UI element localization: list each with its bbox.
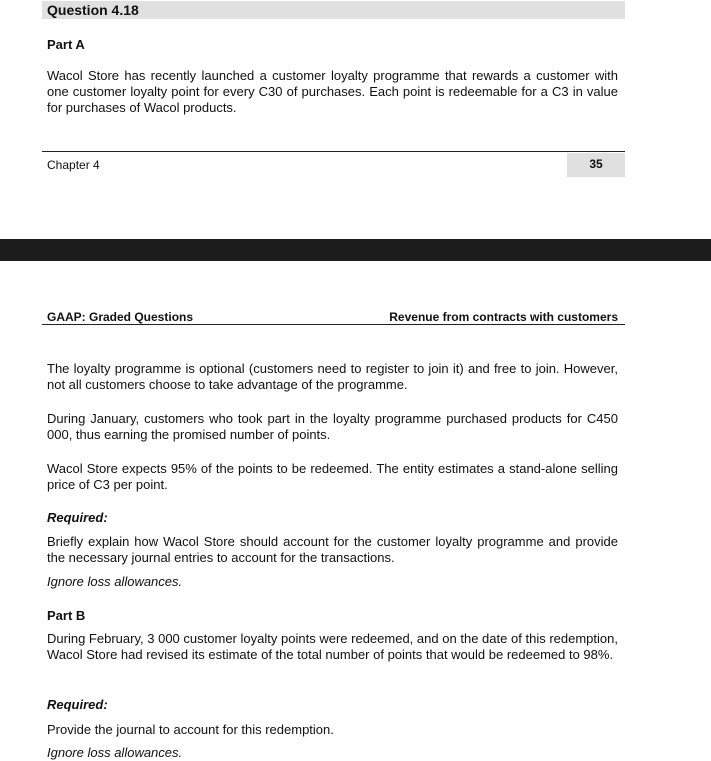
footer-divider bbox=[42, 151, 625, 152]
paragraph-january-purchases: During January, customers who took part in the loyalty programme purchased products for C450 000, thus earning the promised number of points. bbox=[47, 411, 618, 442]
paragraph-loyalty-optional: The loyalty programme is optional (customers need to register to join it) and free to join. However, not all customers choose to take advantage of the programme. bbox=[47, 361, 618, 392]
header-divider bbox=[42, 324, 625, 325]
footer-chapter: Chapter 4 bbox=[47, 158, 100, 172]
part-a-intro: Wacol Store has recently launched a customer loyalty programme that rewards a customer with one customer loyalty point for every C30 of purchases. Each point is redeemable for a C3 in value for purchases of Wacol products. bbox=[47, 68, 618, 115]
question-title-bar bbox=[42, 1, 625, 19]
part-a-heading: Part A bbox=[47, 37, 85, 52]
paragraph-redemption-estimate: Wacol Store expects 95% of the points to be redeemed. The entity estimates a stand-alone selling price of C3 per point. bbox=[47, 461, 618, 492]
ignore-note-b: Ignore loss allowances. bbox=[47, 745, 183, 760]
ignore-note-a: Ignore loss allowances. bbox=[47, 574, 183, 589]
header-book-title: GAAP: Graded Questions bbox=[47, 310, 194, 324]
header-chapter-title: Revenue from contracts with customers bbox=[389, 310, 618, 324]
page-number-box bbox=[567, 153, 625, 177]
question-title: Question 4.18 bbox=[47, 2, 139, 18]
required-label-a: Required: bbox=[47, 510, 108, 525]
required-text-a: Briefly explain how Wacol Store should account for the customer loyalty programme and provide the necessary journal entries to account for the transactions. bbox=[47, 534, 618, 565]
page-break-band bbox=[0, 239, 711, 261]
part-b-heading: Part B bbox=[47, 608, 86, 623]
required-label-b: Required: bbox=[47, 697, 108, 712]
part-b-text: During February, 3 000 customer loyalty points were redeemed, and on the date of this redemption, Wacol Store had revised its estimate of the total number of points that would be redeemed to 98%. bbox=[47, 631, 618, 662]
page-number: 35 bbox=[589, 157, 603, 171]
required-text-b: Provide the journal to account for this redemption. bbox=[47, 722, 334, 737]
